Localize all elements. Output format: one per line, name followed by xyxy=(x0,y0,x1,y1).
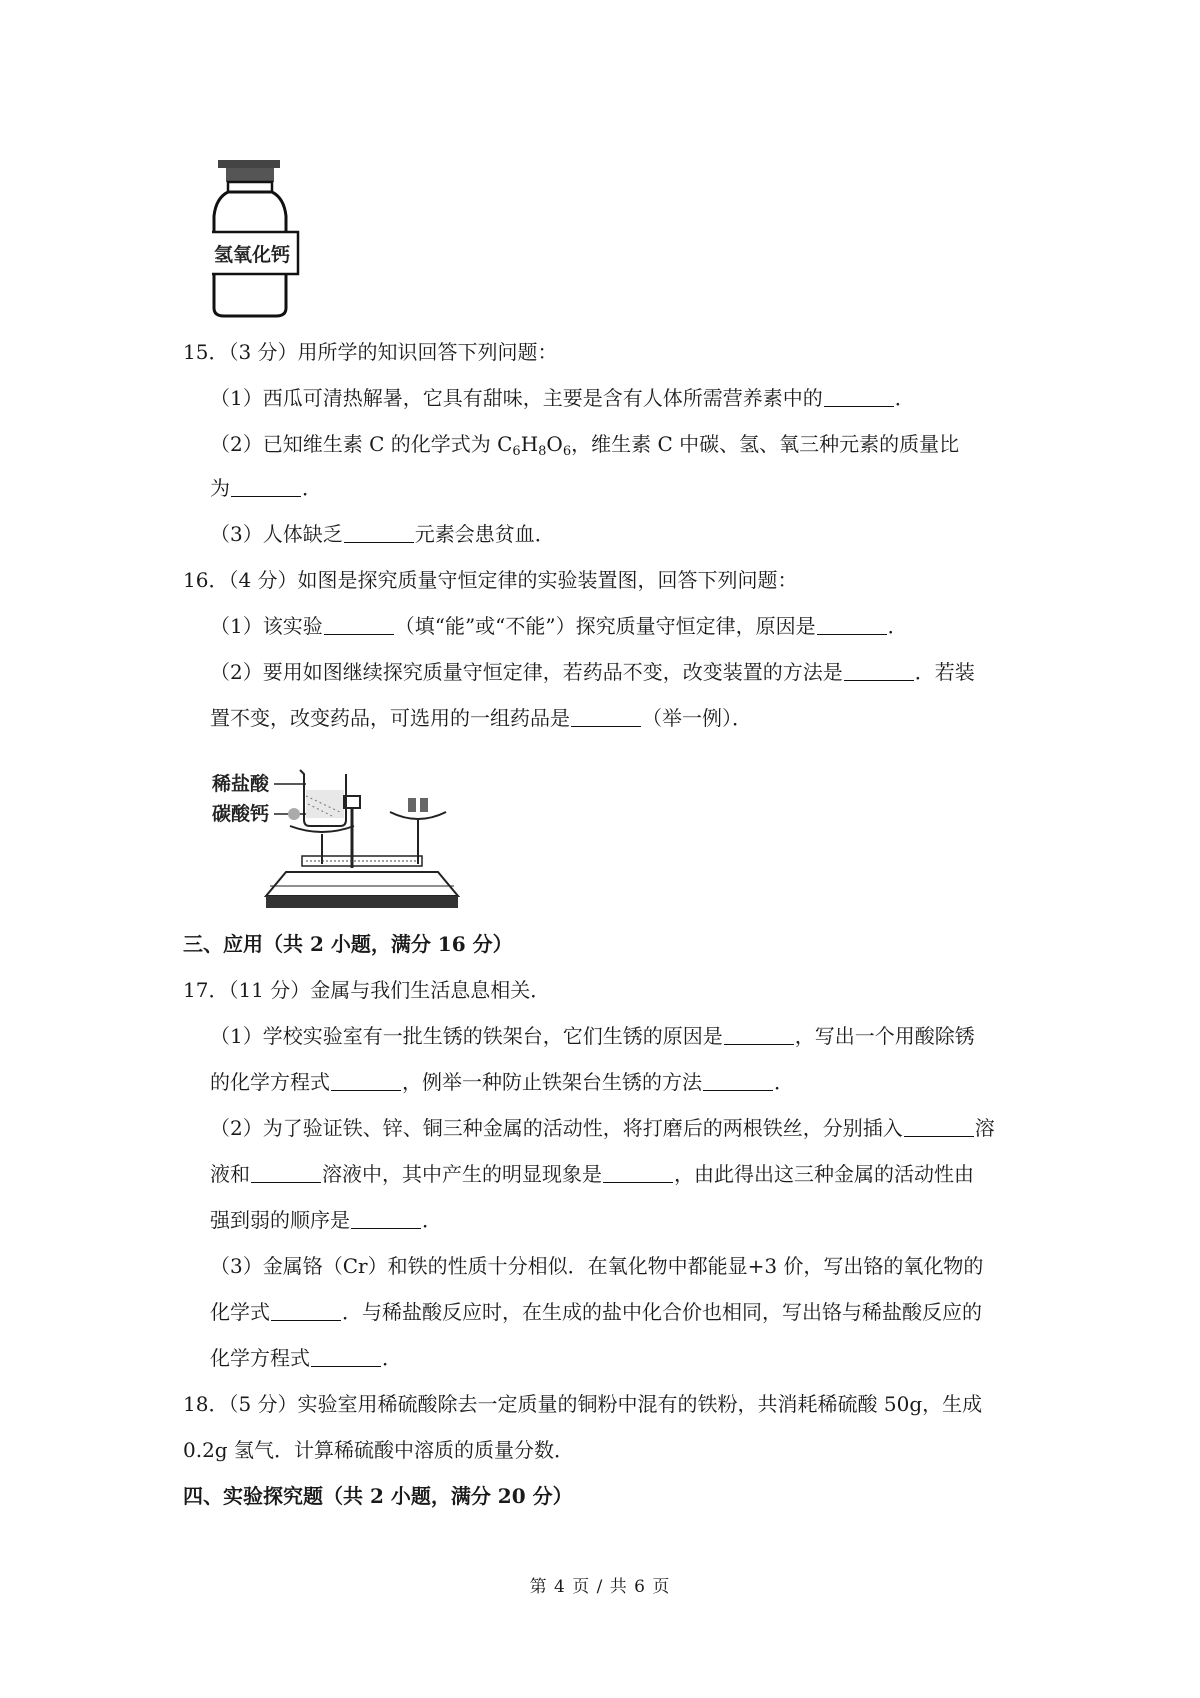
q17-part1-text-c: 的化学方程式 xyxy=(210,1070,330,1094)
bottle-label: 氢氧化钙 xyxy=(213,244,291,266)
right-pan xyxy=(390,812,446,819)
q15-part2-text-b: ，维生素 C 中碳、氢、氧三种元素的质量比 xyxy=(571,432,960,456)
balance-base xyxy=(266,872,458,896)
q17-part2-cont2 xyxy=(210,1206,442,1234)
q16-part2-text: （2）要用如图继续探究质量守恒定律，若药品不变，改变装置的方法是 xyxy=(210,660,843,684)
q15-part2-text: （2）已知维生素 C 的化学式为 C xyxy=(210,432,513,456)
answer-blank[interactable] xyxy=(724,1026,794,1045)
q17-part1-cont xyxy=(210,1068,794,1096)
answer-blank[interactable] xyxy=(603,1164,673,1183)
answer-blank[interactable] xyxy=(271,1302,341,1321)
q16-part2-end: （举一例）． xyxy=(642,706,752,730)
q17-part2-text: （2）为了验证铁、锌、铜三种金属的活动性，将打磨后的两根铁丝，分别插入 xyxy=(210,1116,903,1140)
answer-blank[interactable] xyxy=(904,1118,974,1137)
q15-part3-end: 元素会患贫血． xyxy=(414,522,555,546)
q18-stem-cont: 0.2g 氢气．计算稀硫酸中溶质的质量分数． xyxy=(183,1438,574,1462)
answer-blank[interactable] xyxy=(231,478,301,497)
subscript: 6 xyxy=(562,444,572,459)
q17-part2-text-c: 液和 xyxy=(210,1162,250,1186)
q17-part3: （3）金属铬（Cr）和铁的性质十分相似．在氧化物中都能显+3 价，写出铬的氧化物的 xyxy=(210,1254,984,1278)
q17-part3-text-d: 化学方程式 xyxy=(210,1346,310,1370)
answer-blank[interactable] xyxy=(251,1164,321,1183)
q15-part2-cont xyxy=(210,474,322,502)
q17-part2 xyxy=(210,1114,995,1142)
label-dilute-hcl: 稀盐酸 xyxy=(212,773,270,795)
formula-element: H xyxy=(520,432,539,456)
q15-part2-text-c: 为 xyxy=(210,476,230,500)
label-calcium-carbonate: 碳酸钙 xyxy=(212,803,270,825)
reagent-bottle-figure xyxy=(212,158,326,320)
q15-part1-text: （1）西瓜可清热解暑，它具有甜味，主要是含有人体所需营养素中的 xyxy=(210,386,823,410)
weight xyxy=(420,798,428,812)
q18-stem: 18．（5 分）实验室用稀硫酸除去一定质量的铜粉中混有的铁粉，共消耗稀硫酸 50g，生成 xyxy=(183,1392,983,1416)
solid-sample xyxy=(288,808,300,820)
q17-part3-text-b: 化学式 xyxy=(210,1300,270,1324)
subscript: 6 xyxy=(512,444,521,459)
answer-blank[interactable] xyxy=(844,662,914,681)
weight xyxy=(408,798,416,812)
answer-blank[interactable] xyxy=(344,524,414,543)
q17-part2-end: ． xyxy=(422,1208,442,1232)
answer-blank[interactable] xyxy=(824,388,894,407)
q17-part1-text-d: ，例举一种防止铁架台生锈的方法 xyxy=(402,1070,702,1094)
page-footer: 第 4 页 / 共 6 页 xyxy=(529,1577,671,1597)
section-3-heading: 三、应用（共 2 小题，满分 16 分） xyxy=(183,932,513,956)
answer-blank[interactable] xyxy=(311,1348,381,1367)
q17-part2-text-e: ，由此得出这三种金属的活动性由 xyxy=(674,1162,974,1186)
q17-part1-end: ． xyxy=(774,1070,794,1094)
q17-part1-text: （1）学校实验室有一批生锈的铁架台，它们生锈的原因是 xyxy=(210,1024,723,1048)
q17-part3-end: ． xyxy=(382,1346,402,1370)
q16-part1-text: （1）该实验 xyxy=(210,614,323,638)
q15-part1 xyxy=(210,384,915,412)
q15-part1-end: ． xyxy=(894,386,915,410)
q17-part1-text-b: ，写出一个用酸除锈 xyxy=(794,1024,975,1048)
beaker-liquid xyxy=(306,790,344,818)
q16-part2 xyxy=(210,658,975,686)
q15-part2-end: ． xyxy=(302,476,322,500)
q16-part1 xyxy=(210,612,908,640)
q17-part3-cont xyxy=(210,1298,982,1326)
q15-part3 xyxy=(210,520,555,548)
answer-blank[interactable] xyxy=(571,708,641,727)
answer-blank[interactable] xyxy=(331,1072,401,1091)
balance-experiment-figure xyxy=(210,768,470,918)
q15-part2 xyxy=(210,430,959,458)
answer-blank[interactable] xyxy=(817,616,887,635)
bottle-stopper xyxy=(226,168,274,182)
base-bottom xyxy=(266,896,458,908)
answer-blank[interactable] xyxy=(351,1210,421,1229)
q17-part2-text-d: 溶液中，其中产生的明显现象是 xyxy=(322,1162,602,1186)
q17-part2-text-f: 强到弱的顺序是 xyxy=(210,1208,350,1232)
section-4-heading: 四、实验探究题（共 2 小题，满分 20 分） xyxy=(183,1484,573,1508)
answer-blank[interactable] xyxy=(703,1072,773,1091)
q17-part2-text-b: 溶 xyxy=(974,1116,995,1140)
q15-part3-text: （3）人体缺乏 xyxy=(210,522,343,546)
q17-part1 xyxy=(210,1022,975,1050)
q17-part2-cont xyxy=(210,1160,974,1188)
formula-element: O xyxy=(546,432,563,456)
subscript: 8 xyxy=(538,444,547,459)
q17-stem: 17．（11 分）金属与我们生活息息相关． xyxy=(183,978,551,1002)
q17-part3-cont2 xyxy=(210,1344,402,1372)
q17-part3-text-c: ．与稀盐酸反应时，在生成的盐中化合价也相同，写出铬与稀盐酸反应的 xyxy=(342,1300,982,1324)
q16-part1-end: ． xyxy=(887,614,908,638)
q16-part2-text-b: ．若装 xyxy=(914,660,975,684)
q15-stem: 15．（3 分）用所学的知识回答下列问题： xyxy=(183,340,558,364)
q16-stem: 16．（4 分）如图是探究质量守恒定律的实验装置图，回答下列问题： xyxy=(183,568,798,592)
answer-blank[interactable] xyxy=(324,616,394,635)
q16-part2-cont xyxy=(210,704,752,732)
q16-part2-text-c: 置不变，改变药品，可选用的一组药品是 xyxy=(210,706,570,730)
q16-part1-text-b: （填“能”或“不能”）探究质量守恒定律，原因是 xyxy=(394,614,816,638)
bottle-stopper-top xyxy=(218,160,280,168)
